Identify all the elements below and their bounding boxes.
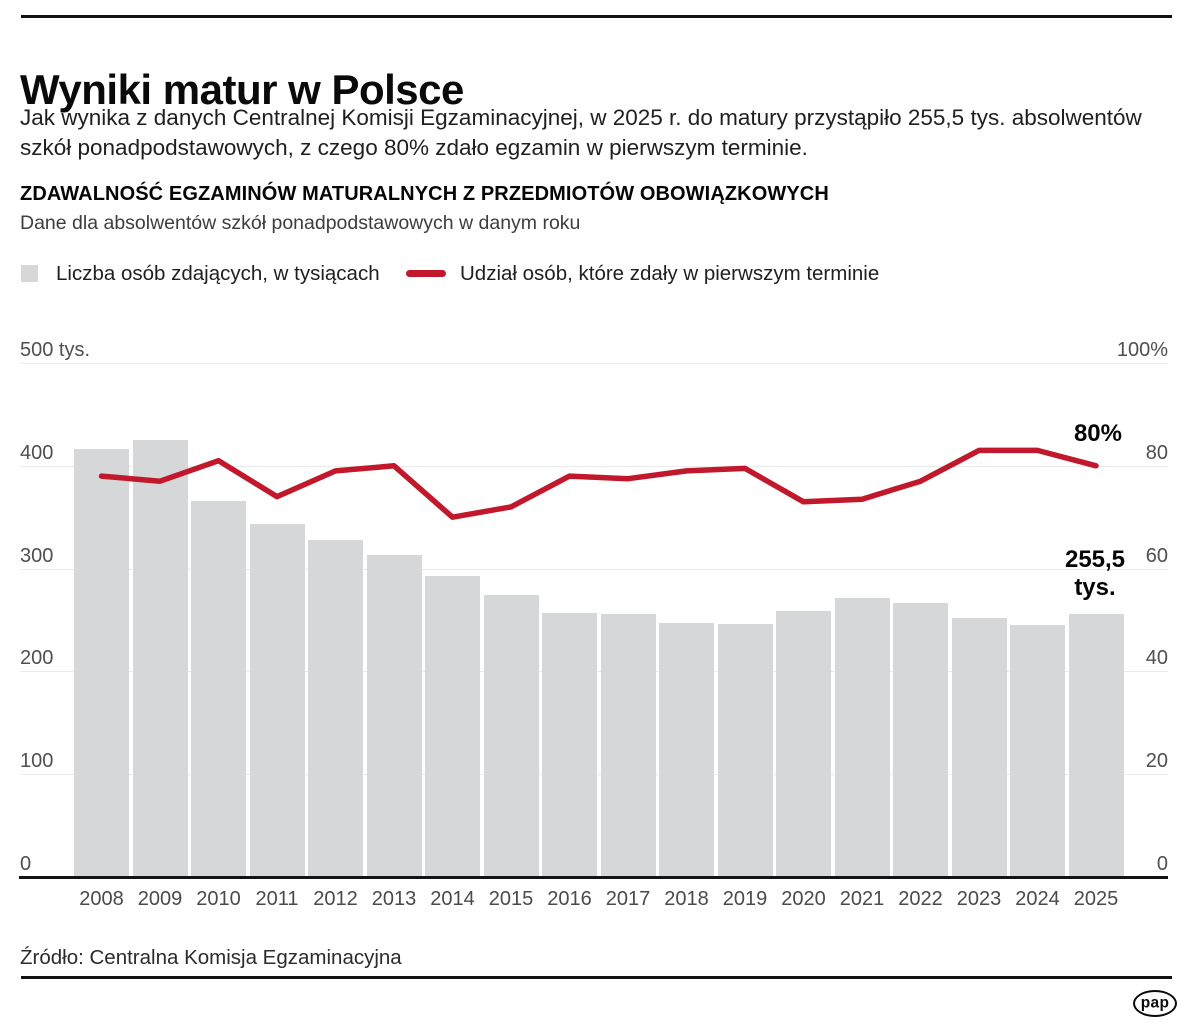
- x-axis-label-2018: 2018: [664, 888, 709, 910]
- left-axis-tick-100: 100: [20, 750, 54, 773]
- bar-2017: [601, 614, 656, 877]
- x-axis-label-2011: 2011: [255, 888, 299, 910]
- bar-2012: [308, 540, 363, 877]
- x-axis-label-2009: 2009: [137, 888, 183, 910]
- bar-2011: [250, 524, 305, 877]
- right-axis-tick-20: 20: [1145, 750, 1168, 773]
- bar-2016: [542, 613, 597, 877]
- annotation-count-value: 255,5: [1064, 546, 1126, 573]
- annotation-count-2025: [1035, 546, 1155, 602]
- legend-line-label: Udział osób, które zdały w pierwszym terminie: [460, 262, 880, 285]
- annotation-pass-rate-2025: 80%: [1073, 420, 1122, 447]
- left-axis-tick-500: 500 tys.: [20, 339, 91, 361]
- x-axis-label-2017: 2017: [605, 888, 651, 910]
- left-axis-tick-0: 0: [20, 853, 32, 875]
- lead-paragraph: [20, 103, 1142, 163]
- bar-2008: [74, 449, 129, 877]
- x-axis-label-2024: 2024: [1015, 888, 1060, 910]
- x-axis-label-2019: 2019: [722, 888, 768, 910]
- bar-2013: [367, 555, 422, 877]
- left-axis-tick-200: 200: [20, 647, 54, 670]
- x-axis-label-2021: 2021: [839, 888, 885, 910]
- right-axis-tick-80: 80: [1145, 441, 1168, 464]
- pass-rate-line: [102, 450, 1097, 517]
- x-axis-label-2025: 2025: [1073, 888, 1119, 910]
- bar-2015: [484, 595, 539, 877]
- right-axis-tick-40: 40: [1145, 647, 1168, 670]
- gridline-400: [20, 466, 1168, 467]
- x-axis-label-2015: 2015: [488, 888, 534, 910]
- lead-line-1: Jak wynika z danych Centralnej Komisji Egzaminacyjnej, w 2025 r. do matury przystąpiło 255,5 tys. absolwentów: [20, 105, 1142, 130]
- bar-2020: [776, 611, 831, 877]
- chart-title: ZDAWALNOŚĆ EGZAMINÓW MATURALNYCH Z PRZEDMIOTÓW OBOWIĄZKOWYCH: [20, 183, 829, 205]
- pap-logo-text: pap: [1140, 994, 1170, 1011]
- top-divider: [21, 15, 1172, 18]
- annotation-count-unit: tys.: [1074, 574, 1116, 601]
- x-axis-line: [19, 876, 1168, 879]
- legend-line-swatch: [406, 270, 446, 277]
- x-axis-label-2016: 2016: [547, 888, 592, 910]
- left-axis-tick-400: 400: [20, 441, 54, 464]
- bar-2018: [659, 623, 714, 877]
- x-axis-label-2020: 2020: [781, 888, 826, 910]
- source-note: Źródło: Centralna Komisja Egzaminacyjna: [20, 946, 402, 969]
- lead-line-2: szkół ponadpodstawowych, z czego 80% zdało egzamin w pierwszym terminie.: [20, 135, 808, 160]
- right-axis-tick-60: 60: [1145, 544, 1168, 567]
- left-axis-tick-300: 300: [20, 544, 54, 567]
- bar-2021: [835, 598, 890, 877]
- x-axis-label-2014: 2014: [430, 888, 475, 910]
- x-axis-label-2012: 2012: [313, 888, 358, 910]
- bar-2014: [425, 576, 480, 877]
- bar-2024: [1010, 625, 1065, 877]
- chart-subtitle: Dane dla absolwentów szkół ponadpodstawowych w danym roku: [20, 212, 581, 234]
- bar-2009: [133, 440, 188, 877]
- pap-logo: [1133, 990, 1177, 1017]
- bottom-divider: [21, 976, 1172, 979]
- gridline-500: [20, 363, 1168, 364]
- x-axis-label-2008: 2008: [79, 888, 124, 910]
- x-axis-label-2013: 2013: [371, 888, 417, 910]
- bar-2010: [191, 501, 246, 877]
- right-axis-tick-100: 100%: [1116, 339, 1168, 361]
- right-axis-tick-0: 0: [1156, 853, 1168, 875]
- bar-2022: [893, 603, 948, 878]
- bar-2025: [1069, 614, 1124, 877]
- x-axis-label-2023: 2023: [956, 888, 1002, 910]
- page-title: Wyniki matur w Polsce: [20, 66, 464, 114]
- legend-bar-label: Liczba osób zdających, w tysiącach: [56, 262, 380, 285]
- x-axis-label-2022: 2022: [898, 888, 943, 910]
- bar-2023: [952, 618, 1007, 877]
- legend-bar-swatch: [21, 265, 38, 282]
- bar-2019: [718, 624, 773, 877]
- x-axis-label-2010: 2010: [196, 888, 241, 910]
